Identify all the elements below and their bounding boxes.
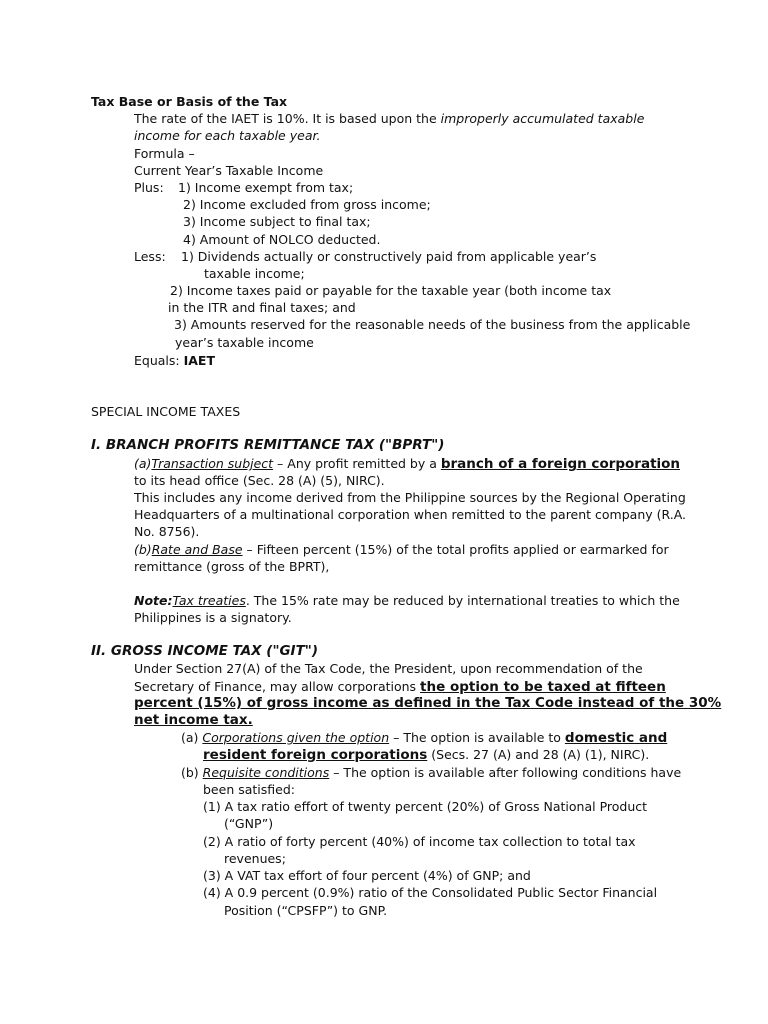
bprt-note: Note:Tax treaties. The 15% rate may be reduced by international treaties to which the	[134, 593, 680, 608]
bprt-includes-line: This includes any income derived from the Philippine sources by the Regional Operating	[134, 490, 686, 505]
equals-line: Equals: IAET	[134, 353, 215, 368]
condition-item-continuation: Position (“CPSFP”) to GNP.	[224, 903, 388, 918]
condition-item: (1) A tax ratio effort of twenty percent (20%) of Gross National Product	[203, 799, 648, 814]
less-item: 2) Income taxes paid or payable for the taxable year (both income tax	[170, 283, 612, 298]
less-item-continuation: in the ITR and final taxes; and	[168, 300, 356, 315]
less-item: 3) Amounts reserved for the reasonable needs of the business from the applicable	[174, 317, 691, 332]
less-item-continuation: year’s taxable income	[175, 335, 314, 350]
git-item-a: (a) Corporations given the option – The option is available to domestic and	[181, 730, 668, 746]
git-intro-line: percent (15%) of gross income as defined in the Tax Code instead of the 30%	[134, 695, 722, 711]
plus-item: 2) Income excluded from gross income;	[183, 197, 431, 212]
section-heading-tax-base: Tax Base or Basis of the Tax	[91, 94, 288, 109]
git-heading: II. GROSS INCOME TAX ("GIT")	[91, 643, 318, 659]
condition-item: (4) A 0.9 percent (0.9%) ratio of the Consolidated Public Sector Financial	[203, 885, 658, 900]
plus-item: 3) Income subject to final tax;	[183, 214, 371, 229]
git-intro-line: Secretary of Finance, may allow corporations the option to be taxed at fifteen	[134, 679, 666, 695]
less-item-continuation: taxable income;	[204, 266, 305, 281]
bprt-note-line2: Philippines is a signatory.	[134, 610, 292, 625]
condition-item-continuation: (“GNP”)	[224, 816, 274, 831]
condition-item: (3) A VAT tax effort of four percent (4%) of GNP; and	[203, 868, 531, 883]
git-item-b: (b) Requisite conditions – The option is available after following conditions have	[181, 765, 682, 780]
git-intro-line: Under Section 27(A) of the Tax Code, the President, upon recommendation of the	[134, 661, 643, 676]
less-label: Less:	[134, 249, 166, 264]
less-item: 1) Dividends actually or constructively paid from applicable year’s	[181, 249, 597, 264]
bprt-includes-line: No. 8756).	[134, 524, 200, 539]
rate-line-1: The rate of the IAET is 10%. It is based upon the improperly accumulated taxable	[134, 111, 645, 126]
git-item-a-line2: resident foreign corporations (Secs. 27 (A) and 28 (A) (1), NIRC).	[203, 747, 650, 763]
rate-line-2: income for each taxable year.	[134, 128, 321, 143]
section-heading-special-income-taxes: SPECIAL INCOME TAXES	[91, 404, 241, 419]
bprt-item-a: (a)Transaction subject – Any profit remitted by a branch of a foreign corporation	[134, 456, 681, 472]
formula-label: Formula –	[134, 146, 195, 161]
condition-item-continuation: revenues;	[224, 851, 286, 866]
bprt-heading: I. BRANCH PROFITS REMITTANCE TAX ("BPRT")	[91, 437, 445, 453]
plus-item: 1) Income exempt from tax;	[178, 180, 354, 195]
git-intro-line: net income tax.	[134, 712, 253, 728]
condition-item: (2) A ratio of forty percent (40%) of income tax collection to total tax	[203, 834, 636, 849]
plus-label: Plus:	[134, 180, 164, 195]
plus-item: 4) Amount of NOLCO deducted.	[183, 232, 381, 247]
bprt-item-b-line2: remittance (gross of the BPRT),	[134, 559, 330, 574]
git-item-b-line2: been satisfied:	[203, 782, 295, 797]
bprt-includes-line: Headquarters of a multinational corporation when remitted to the parent company (R.A.	[134, 507, 687, 522]
bprt-item-b: (b)Rate and Base – Fifteen percent (15%) of the total profits applied or earmarked for	[134, 542, 669, 557]
bprt-item-a-line2: to its head office (Sec. 28 (A) (5), NIRC).	[134, 473, 385, 488]
current-income-line: Current Year’s Taxable Income	[134, 163, 324, 178]
